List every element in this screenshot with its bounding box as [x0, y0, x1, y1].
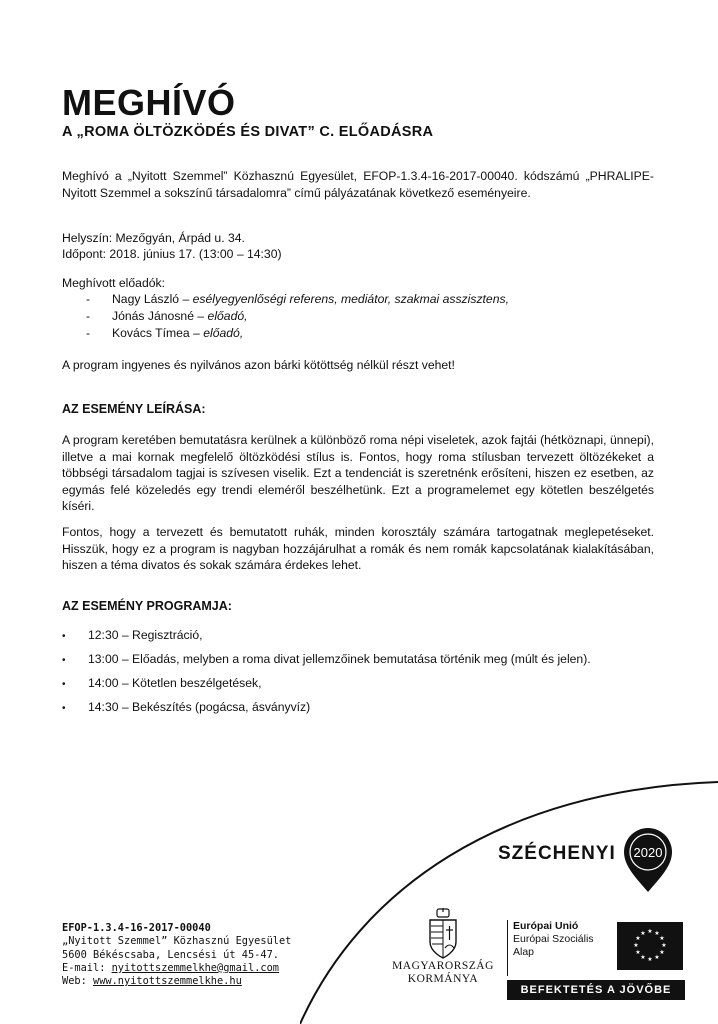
- program-item: [62, 628, 203, 642]
- eu-line-1: Európai Unió: [513, 920, 579, 932]
- free-note: A program ingyenes és nyilvános azon bárki kötöttség nélkül részt vehet!: [62, 358, 455, 372]
- speaker-role: előadó,: [207, 309, 248, 323]
- svg-text:★: ★: [640, 930, 646, 937]
- svg-text:★: ★: [635, 949, 641, 956]
- svg-text:★: ★: [661, 942, 667, 949]
- program-item: [62, 700, 310, 714]
- location-line: Helyszín: Mezőgyán, Árpád u. 34.: [62, 231, 245, 245]
- bullet-icon: •: [62, 703, 66, 714]
- bullet-icon: •: [62, 631, 66, 642]
- description-paragraph-2: Fontos, hogy a tervezett és bemutatott ruhák, minden korosztály számára tartogatnak meglepetéseket. Hisszük, hogy ez a program is nagyban hozzájárulhat a romák és nem romák kapcsolatának kialakításában, hiszen a téma divatos és sokak számára érdekes lehet.: [62, 525, 654, 572]
- eu-slogan-banner: BEFEKTETÉS A JÖVŐBE: [507, 980, 685, 1000]
- speaker-name: Jónás Jánosné –: [112, 309, 208, 323]
- eu-line-2: Európai Szociális: [513, 933, 594, 945]
- footer-address: 5600 Békéscsaba, Lencsési út 45-47.: [62, 948, 279, 961]
- speaker-item: [86, 326, 243, 340]
- bullet-icon: •: [62, 655, 66, 666]
- program-item-text: 12:30 – Regisztráció,: [88, 628, 203, 642]
- eu-text-box: [507, 920, 613, 976]
- svg-text:★: ★: [633, 942, 639, 949]
- list-dash: -: [86, 292, 91, 306]
- eu-flag-icon: [617, 922, 683, 970]
- time-line: Időpont: 2018. június 17. (13:00 – 14:30): [62, 247, 282, 261]
- szechenyi-logo-text: SZÉCHENYI: [498, 843, 616, 864]
- szechenyi-2020-logo-icon: [622, 826, 674, 894]
- intro-paragraph: Meghívó a „Nyitott Szemmel” Közhasznú Egyesület, EFOP-1.3.4-16-2017-00040. kódszámú „PHRALIPE-Nyitott Szemmel a sokszínű társadalomra” című pályázatának következő eseményeire.: [62, 169, 654, 200]
- email-label: E-mail:: [62, 961, 112, 974]
- list-dash: -: [86, 326, 91, 340]
- svg-text:★: ★: [647, 956, 653, 963]
- page-title: MEGHÍVÓ: [62, 82, 236, 123]
- program-item-text: 14:00 – Kötetlen beszélgetések,: [88, 676, 262, 690]
- footer-email-line: [62, 962, 291, 975]
- program-item: [62, 652, 591, 666]
- footer-org-name: „Nyitott Szemmel” Közhasznú Egyesület: [62, 935, 292, 948]
- list-dash: -: [86, 309, 91, 323]
- program-item-text: 13:00 – Előadás, melyben a roma divat jellemzőinek bemutatása történik meg (múlt és jelen).: [88, 652, 591, 666]
- description-heading: AZ ESEMÉNY LEÍRÁSA:: [62, 402, 206, 416]
- svg-text:★: ★: [654, 930, 660, 937]
- svg-text:★: ★: [647, 928, 653, 935]
- footer-web-line: [62, 975, 291, 988]
- svg-text:★: ★: [640, 954, 646, 961]
- program-heading: AZ ESEMÉNY PROGRAMJA:: [62, 599, 232, 613]
- government-name-line-2: KORMÁNYA: [407, 973, 479, 985]
- government-name-line-1: MAGYARORSZÁG: [392, 960, 494, 972]
- eu-logo-block: [507, 920, 687, 1002]
- eu-line-3: Alap: [513, 946, 535, 958]
- svg-text:★: ★: [659, 949, 665, 956]
- speaker-item: [86, 292, 509, 306]
- szechenyi-year: 2020: [633, 845, 663, 860]
- government-logo: [388, 908, 498, 986]
- footer-project-code: EFOP-1.3.4-16-2017-00040: [62, 922, 211, 934]
- program-item-text: 14:30 – Bekészítés (pogácsa, ásványvíz): [88, 700, 311, 714]
- speaker-item: [86, 309, 248, 323]
- footer-contact: [62, 922, 291, 988]
- web-label: Web:: [62, 975, 93, 988]
- speaker-name: Nagy László –: [112, 292, 193, 306]
- speaker-role: esélyegyenlőségi referens, mediátor, szakmai asszisztens,: [192, 292, 509, 306]
- speaker-role: előadó,: [203, 326, 244, 340]
- svg-text:★: ★: [635, 935, 641, 942]
- speakers-label: Meghívott előadók:: [62, 276, 165, 290]
- email-link[interactable]: nyitottszemmelkhe@gmail.com: [111, 961, 279, 974]
- speaker-name: Kovács Tímea –: [112, 326, 204, 340]
- hungarian-coat-of-arms-icon: [426, 908, 460, 960]
- svg-text:★: ★: [659, 935, 665, 942]
- bullet-icon: •: [62, 679, 66, 690]
- description-paragraph-1: A program keretében bemutatásra kerülnek a különböző roma népi viseletek, azok fajtái (hétköznapi, ünnepi), illetve a mai kornak megfelelő öltözködési stílus is. Fontos, hogy roma stílusban tervezett öltözékeket a többségi társadalom tagjai is szívesen viselik. Ezt a tendenciát is szeretnénk erősíteni, hiszen ez esetben, az egymás felé közeledés egy trendi eleméről beszélhetünk. Ezt a programelemet egy kötetlen beszélgetés kíséri.: [62, 433, 654, 513]
- web-link[interactable]: www.nyitottszemmelkhe.hu: [93, 975, 242, 988]
- page-subtitle: A „ROMA ÖLTÖZKÖDÉS ÉS DIVAT” C. ELŐADÁSRA: [62, 124, 434, 140]
- svg-text:★: ★: [654, 954, 660, 961]
- program-item: [62, 676, 261, 690]
